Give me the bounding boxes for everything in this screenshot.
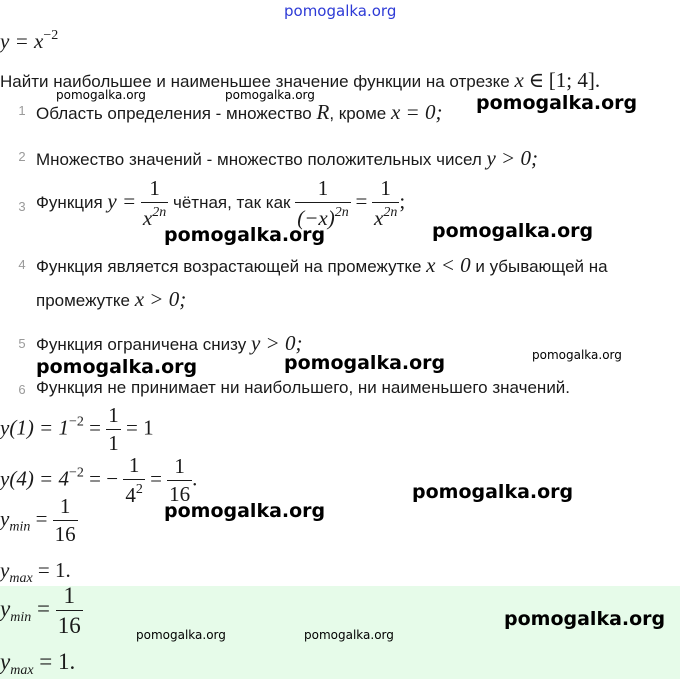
watermark: pomogalka.org <box>136 628 226 642</box>
watermark: pomogalka.org <box>36 356 198 378</box>
ymin-result: $y_{min}$ = $\frac{1}{16}$ <box>0 494 76 546</box>
watermark: pomogalka.org <box>432 220 594 242</box>
fraction: $\frac{1}{4^2}$ <box>125 453 143 507</box>
watermark: pomogalka.org <box>532 348 622 362</box>
fraction: $\frac{1}{16}$ <box>169 454 191 506</box>
watermark: pomogalka.org <box>504 608 666 630</box>
list-item: Множество значений - множество положительных чисел y > 0; <box>36 146 538 170</box>
fraction: $\frac{1}{x^{2n}}$ <box>374 176 398 230</box>
list-item: Функция ограничена снизу y > 0; <box>36 331 303 355</box>
answer-ymax: $y_{max} = 1$. <box>0 649 76 678</box>
watermark: pomogalka.org <box>284 352 446 374</box>
item-number: 6 <box>18 382 26 397</box>
calc-y1: $y(1) = 1^{-2}$ = $\frac{1}{1}$ = 1 <box>0 403 154 455</box>
watermark: pomogalka.org <box>412 481 574 503</box>
watermark: pomogalka.org <box>56 88 146 102</box>
list-item: Функция не принимает ни наибольшего, ни наименьшего значений. <box>36 378 571 397</box>
task-statement: Найти наибольшее и наименьшее значение функции на отрезке x ∈ [1; 4]. <box>0 68 601 92</box>
function-formula: $y = x^{-2}$ <box>0 28 59 53</box>
watermark: pomogalka.org <box>164 224 326 246</box>
list-item-continued: промежутке x > 0; <box>36 287 187 311</box>
fraction: $\frac{1}{(-x)^{2n}}$ <box>297 176 349 230</box>
watermark-top: pomogalka.org <box>284 2 397 20</box>
ymax-result: $y_{max} = 1$. <box>0 558 71 586</box>
list-item: Функция является возрастающей на промежутке x < 0 и убывающей на <box>36 253 608 277</box>
list-item: Функция y = $\frac{1}{x^{2n}}$ чётная, так как $\frac{1}{(-x)^{2n}}$ = $\frac{1}{x^{2n}}$ ; <box>36 176 406 230</box>
item-number: 3 <box>18 199 26 214</box>
list-item: Область определения - множество R, кроме x = 0; <box>36 100 443 124</box>
calc-y4: $y(4) = 4^{-2}$ = − $\frac{1}{4^2}$ = $\frac{1}{16}$ . <box>0 453 198 507</box>
fraction: $\frac{1}{16}$ <box>57 583 81 638</box>
watermark: pomogalka.org <box>225 88 315 102</box>
watermark: pomogalka.org <box>304 628 394 642</box>
fraction: $\frac{1}{x^{2n}}$ <box>142 176 167 230</box>
watermark: pomogalka.org <box>476 92 638 114</box>
watermark: pomogalka.org <box>164 500 326 522</box>
answer-ymin: $y_{min}$ = $\frac{1}{16}$ <box>0 583 81 638</box>
item-number: 2 <box>18 149 26 164</box>
item-number: 1 <box>18 103 26 118</box>
item-number: 4 <box>18 257 26 272</box>
fraction: $\frac{1}{1}$ <box>108 403 119 455</box>
fraction: $\frac{1}{16}$ <box>54 494 76 546</box>
item-number: 5 <box>18 336 26 351</box>
